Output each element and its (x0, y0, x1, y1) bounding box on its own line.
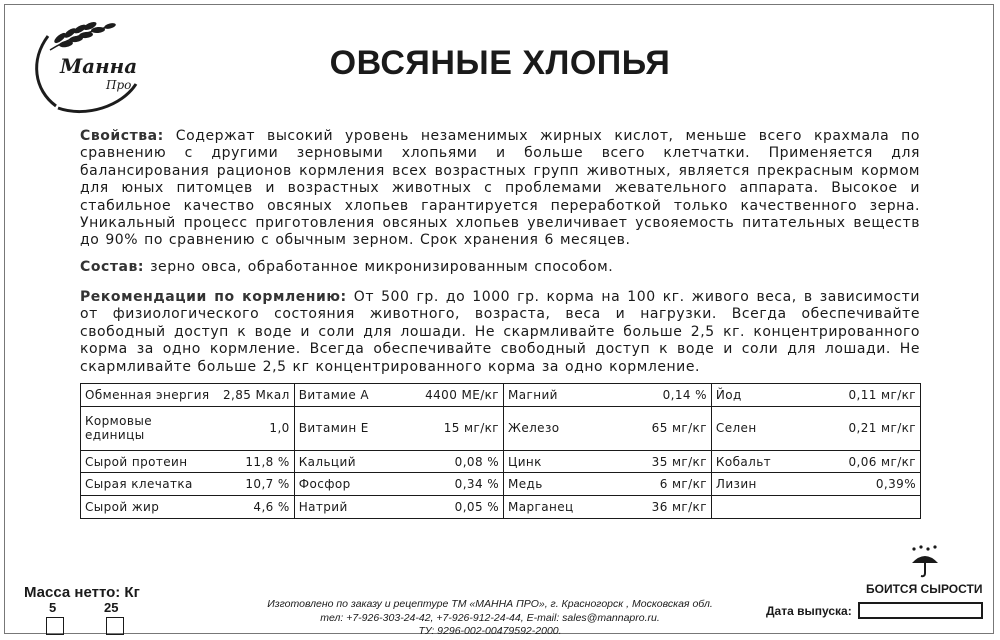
net-mass-label: Масса нетто: Кг (24, 584, 140, 601)
moisture-warning: БОИТСЯ СЫРОСТИ (866, 582, 983, 596)
properties-text: Содержат высокий уровень незаменимых жирных кислот, меньше всего крахмала по сравнению с другими зерновыми хлопьями и больше всего клетчатки. Применяется для балансирования рационов кормления всех возрастных групп животных, является прекрасным кормом для юных питомцев и возрастных животных с проблемами жевательного аппарата. Высокое и стабильное качество овсяных хлопьев гарантируется переработкой только качественного зерна. Уникальный процесс приготовления овсяных хлопьев увеличивает усвояемость питательных веществ до 90% по сравнению с обычным зерном. Срок хранения 6 месяцев. (80, 128, 920, 249)
properties-label: Свойства: (80, 128, 164, 144)
nutrient-name: Лизин (711, 473, 831, 496)
table-row (81, 406, 921, 450)
table-row (81, 473, 921, 496)
nutrient-value: 0,06 мг/кг (832, 450, 921, 473)
nutrition-table (80, 383, 921, 519)
release-date-field[interactable] (858, 602, 983, 619)
mass-option-label: 5 (49, 600, 57, 615)
nutrient-name: Йод (711, 384, 831, 407)
nutrient-value: 15 мг/кг (415, 406, 504, 450)
nutrient-name: Марганец (504, 496, 626, 519)
brand-subname: Про (106, 78, 132, 92)
feeding-label: Рекомендации по кормлению: (80, 289, 347, 305)
nutrient-value: 0,14 % (625, 384, 711, 407)
mass-25-checkbox[interactable] (106, 617, 124, 635)
nutrient-name: Витамин Е (294, 406, 415, 450)
nutrient-name: Железо (504, 406, 626, 450)
table-row (81, 384, 921, 407)
nutrient-value: 0,39% (832, 473, 921, 496)
nutrient-value: 0,21 мг/кг (832, 406, 921, 450)
nutrient-name: Обменная энергия (81, 384, 219, 407)
nutrient-name: Магний (504, 384, 626, 407)
nutrient-name: Медь (504, 473, 626, 496)
mass-option-label: 25 (104, 600, 119, 615)
nutrient-name: Сырой протеин (81, 450, 219, 473)
feeding-paragraph (80, 289, 920, 376)
manufacturer-line: Изготовлено по заказу и рецептуре ТМ «МАННА ПРО», г. Красногорск , Московская обл. (267, 598, 713, 610)
nutrient-name: Кормовые единицы (81, 406, 219, 450)
table-row (81, 496, 921, 519)
nutrient-name: Натрий (294, 496, 415, 519)
nutrient-name (711, 496, 831, 519)
feeding-text: От 500 гр. до 1000 гр. корма на 100 кг. живого веса, в зависимости от физиологического состояния животного, возраста, веса и нагрузки. Всегда обеспечивайте свободный доступ к воде и соли для лошади. Не скармливайте больше 2,5 кг. концентрированного корма за одно кормление. Всегда обеспечивайте свободный доступ к воде и соли для лошади. Не скармливайте больше 2,5 кг концентрированного корма за одно кормление. (80, 289, 920, 375)
brand-name: Манна (60, 54, 138, 78)
nutrient-name: Сырая клечатка (81, 473, 219, 496)
nutrient-name: Фосфор (294, 473, 415, 496)
nutrient-value: 10,7 % (219, 473, 294, 496)
nutrient-value: 65 мг/кг (625, 406, 711, 450)
tu-line: ТУ: 9296-002-00479592-2000. (418, 625, 562, 637)
nutrient-name: Селен (711, 406, 831, 450)
nutrient-value: 35 мг/кг (625, 450, 711, 473)
release-date-label: Дата выпуска: (766, 604, 852, 618)
nutrient-name: Витамие А (294, 384, 415, 407)
composition-label: Состав: (80, 259, 145, 275)
properties-paragraph (80, 128, 920, 250)
nutrient-name: Кальций (294, 450, 415, 473)
nutrient-name: Цинк (504, 450, 626, 473)
product-title: ОВСЯНЫЕ ХЛОПЬЯ (329, 44, 671, 82)
mass-5-checkbox[interactable] (46, 617, 64, 635)
nutrient-value: 6 мг/кг (625, 473, 711, 496)
composition-text: зерно овса, обработанное микронизированным способом. (144, 259, 614, 275)
nutrient-value: 0,11 мг/кг (832, 384, 921, 407)
nutrient-value: 4400 МЕ/кг (415, 384, 504, 407)
contacts-line: тел: +7-926-303-24-42, +7-926-912-24-44, E-mail: sales@mannapro.ru. (320, 612, 660, 624)
nutrient-value: 0,34 % (415, 473, 504, 496)
nutrient-value: 11,8 % (219, 450, 294, 473)
nutrient-value: 4,6 % (219, 496, 294, 519)
umbrella-rain-icon (910, 545, 940, 579)
nutrient-name: Кобальт (711, 450, 831, 473)
nutrient-value: 0,08 % (415, 450, 504, 473)
nutrient-value: 0,05 % (415, 496, 504, 519)
table-row (81, 450, 921, 473)
nutrient-value (832, 496, 921, 519)
nutrient-value: 36 мг/кг (625, 496, 711, 519)
nutrient-name: Сырой жир (81, 496, 219, 519)
composition-paragraph (80, 259, 920, 276)
nutrient-value: 2,85 Мкал (219, 384, 294, 407)
nutrient-value: 1,0 (219, 406, 294, 450)
